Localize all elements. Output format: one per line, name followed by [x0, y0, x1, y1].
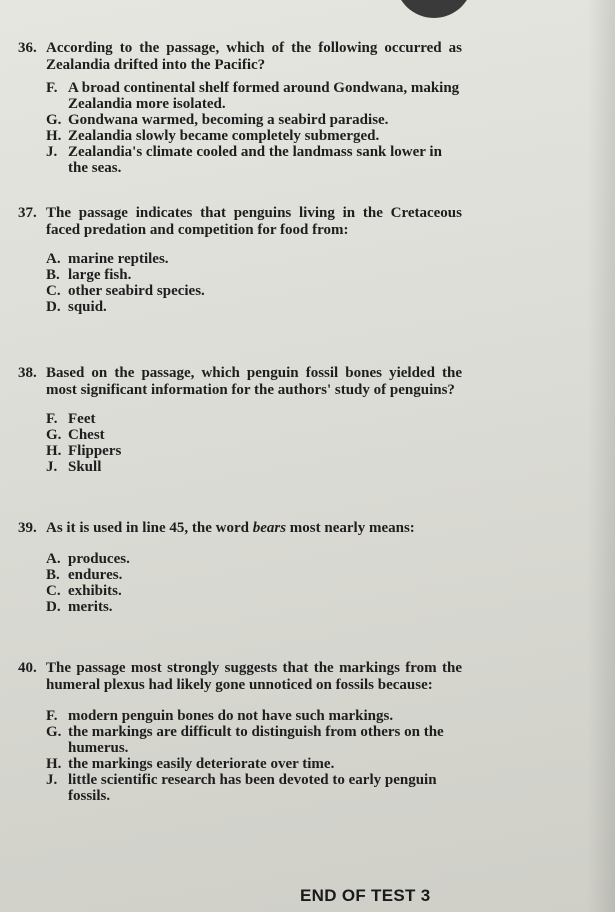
- choice-c[interactable]: C. other seabird species.: [46, 283, 205, 299]
- choice-g[interactable]: G. Chest: [46, 427, 105, 443]
- choice-j[interactable]: J. little scientific research has been devoted to early penguin fossils.: [46, 772, 437, 804]
- choice-j[interactable]: J. Skull: [46, 459, 102, 475]
- page-corner-mark: [395, 0, 473, 18]
- choice-a[interactable]: A. produces.: [46, 551, 130, 567]
- answer-choices: [46, 411, 462, 475]
- choice-g[interactable]: G. the markings are difficult to distinguish from others on the humerus.: [46, 724, 444, 756]
- question-text: According to the passage, which of the following occurred as Zealandia drifted into the Pacific?: [46, 40, 462, 73]
- question-stem: [18, 660, 462, 694]
- choice-h[interactable]: H. the markings easily deteriorate over time.: [46, 756, 335, 772]
- choice-f[interactable]: F. modern penguin bones do not have such markings.: [46, 708, 394, 724]
- choice-j[interactable]: J. Zealandia's climate cooled and the landmass sank lower in the seas.: [46, 144, 442, 176]
- choice-g[interactable]: G. Gondwana warmed, becoming a seabird paradise.: [46, 112, 389, 128]
- choice-h[interactable]: H. Flippers: [46, 443, 122, 459]
- choice-d[interactable]: D. squid.: [46, 299, 107, 315]
- question-40: [18, 660, 462, 804]
- question-number: 39.: [18, 520, 37, 536]
- question-text: As it is used in line 45, the word bears most nearly means:: [46, 520, 415, 536]
- question-stem: [18, 365, 462, 399]
- question-37: [18, 205, 462, 315]
- question-number: 37.: [18, 205, 37, 221]
- choice-b[interactable]: B. large fish.: [46, 267, 132, 283]
- question-38: [18, 365, 462, 475]
- answer-choices: [46, 708, 462, 804]
- question-text: The passage indicates that penguins living in the Cretaceous faced predation and competition for food from:: [46, 205, 462, 238]
- question-number: 38.: [18, 365, 37, 381]
- choice-a[interactable]: A. marine reptiles.: [46, 251, 169, 267]
- answer-choices: [46, 251, 462, 315]
- question-number: 40.: [18, 660, 37, 676]
- choice-b[interactable]: B. endures.: [46, 567, 123, 583]
- answer-choices: [46, 551, 462, 615]
- choice-f[interactable]: F. Feet: [46, 411, 96, 427]
- question-text: The passage most strongly suggests that the markings from the humeral plexus had likely gone unnoticed on fossils because:: [46, 660, 462, 693]
- question-36: [18, 40, 462, 176]
- end-of-test-label: END OF TEST 3: [300, 886, 431, 905]
- choice-h[interactable]: H. Zealandia slowly became completely submerged.: [46, 128, 380, 144]
- question-stem: [18, 520, 462, 537]
- question-stem: [18, 205, 462, 239]
- answer-choices: [46, 80, 462, 176]
- choice-f[interactable]: F. A broad continental shelf formed around Gondwana, making Zealandia more isolated.: [46, 80, 460, 112]
- italic-term: bears: [252, 520, 287, 536]
- choice-d[interactable]: D. merits.: [46, 599, 113, 615]
- question-39: [18, 520, 462, 615]
- question-number: 36.: [18, 40, 37, 56]
- page-edge-shadow: [587, 0, 615, 912]
- question-text: Based on the passage, which penguin fossil bones yielded the most significant information for the authors' study of penguins?: [46, 365, 462, 398]
- choice-c[interactable]: C. exhibits.: [46, 583, 122, 599]
- question-stem: [18, 40, 462, 74]
